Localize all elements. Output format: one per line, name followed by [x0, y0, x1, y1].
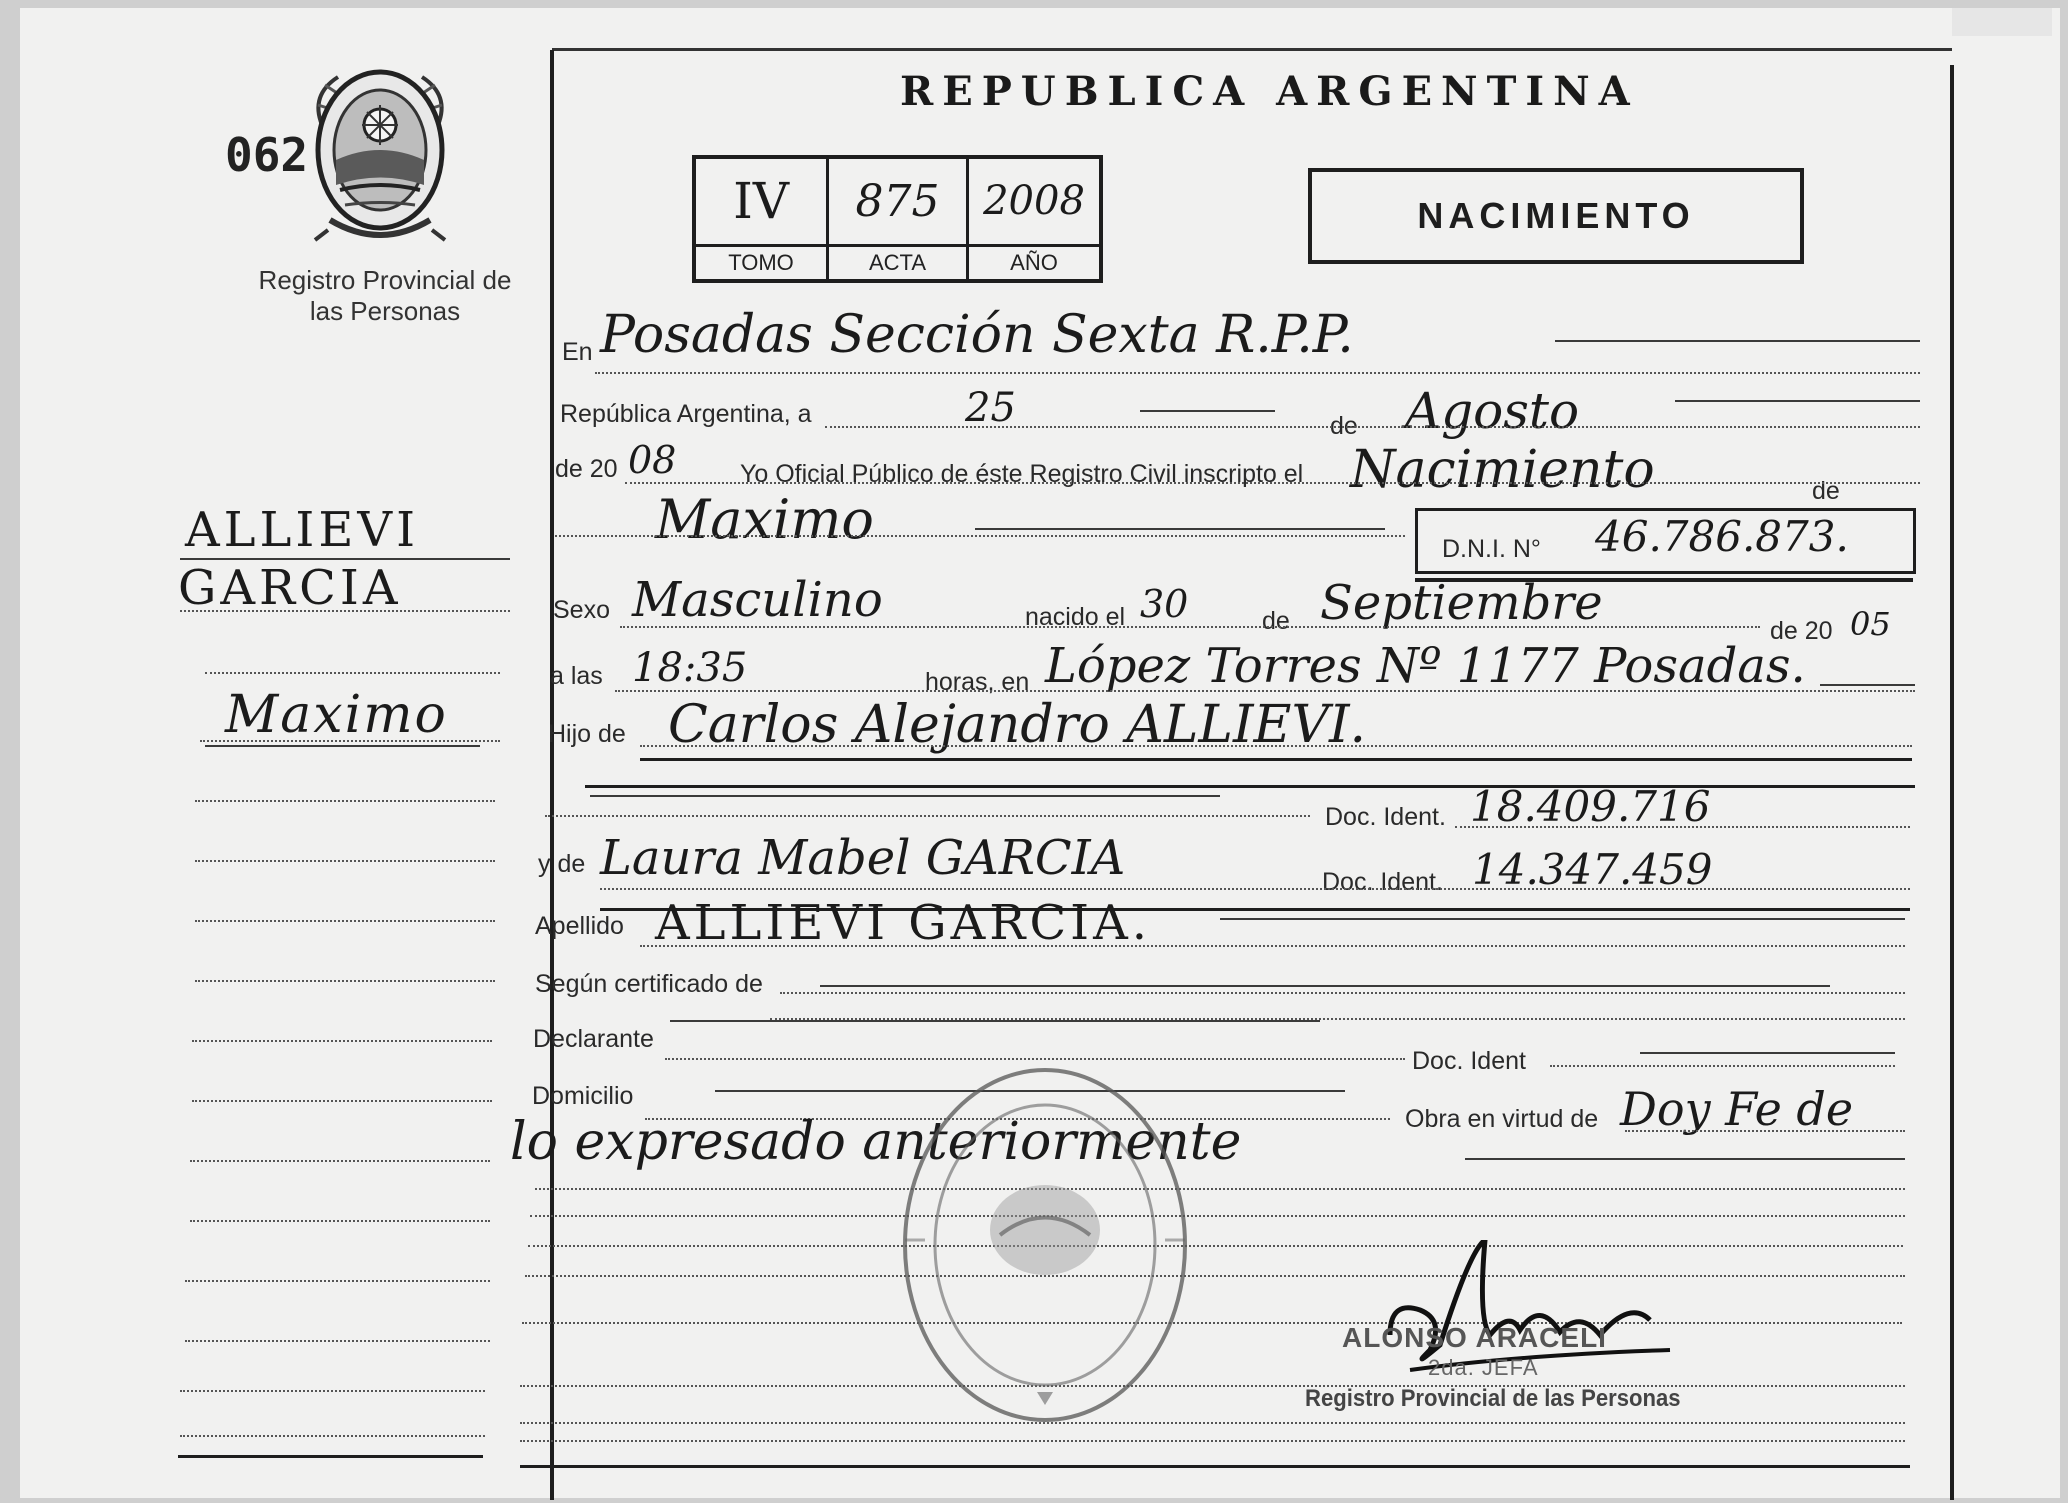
official-stamp	[895, 1060, 1195, 1430]
label-de-20b: de 20	[1770, 617, 1833, 645]
line	[520, 1465, 1910, 1468]
entry-obra-1: Doy Fe de	[1620, 1082, 1854, 1136]
line	[975, 528, 1385, 530]
tomo-value: IV	[694, 157, 828, 245]
label-doc-mother: Doc. Ident.	[1322, 868, 1443, 896]
entry-birth-month: Septiembre	[1320, 575, 1603, 631]
label-sexo: Sexo	[553, 596, 610, 624]
label-republica: República Argentina, a	[560, 400, 812, 428]
line	[670, 1020, 1320, 1022]
margin-dots	[195, 860, 495, 862]
entry-mother-doc: 14.347.459	[1472, 845, 1713, 894]
entry-father-doc: 18.409.716	[1470, 782, 1711, 831]
entry-place: Posadas Sección Sexta R.P.P.	[600, 305, 1354, 365]
line	[555, 535, 1405, 537]
certificate-type: NACIMIENTO	[1417, 195, 1695, 236]
acta-value: 875	[828, 157, 968, 245]
margin-dots	[195, 800, 495, 802]
label-segun: Según certificado de	[535, 970, 763, 998]
label-de-20: de 20	[555, 455, 618, 483]
label-doc-declarante: Doc. Ident	[1412, 1047, 1526, 1075]
line	[585, 785, 1915, 788]
entry-month: Agosto	[1405, 382, 1580, 440]
label-en: En	[562, 338, 593, 366]
signer-organization: Registro Provincial de las Personas	[1305, 1385, 1681, 1412]
line	[535, 1188, 1905, 1190]
ano-value: 2008	[968, 157, 1102, 245]
label-obra: Obra en virtud de	[1405, 1105, 1599, 1133]
line	[640, 945, 1905, 947]
entry-year-suffix: 08	[628, 438, 677, 482]
line	[520, 1440, 1905, 1442]
acta-label: ACTA	[828, 245, 968, 281]
record-id-box	[692, 155, 1103, 283]
line	[640, 758, 1912, 761]
tomo-label: TOMO	[694, 245, 828, 281]
entry-surname: ALLIEVI GARCIA.	[655, 895, 1152, 951]
margin-dots	[180, 1435, 485, 1437]
line	[780, 992, 1905, 994]
line	[522, 1322, 1902, 1324]
entry-given-name: Maximo	[655, 488, 874, 551]
entry-birth-day: 30	[1140, 582, 1189, 626]
margin-dots	[185, 1280, 490, 1282]
line	[1555, 340, 1920, 342]
label-dni: D.N.I. N°	[1442, 535, 1541, 563]
label-declarante: Declarante	[533, 1025, 654, 1053]
entry-hour: 18:35	[632, 645, 748, 691]
line	[528, 1245, 1903, 1247]
line	[595, 372, 1920, 374]
line	[1465, 1158, 1905, 1160]
entry-dni: 46.786.873.	[1595, 512, 1849, 561]
margin-given-name: Maximo	[225, 685, 448, 745]
entry-father: Carlos Alejandro ALLIEVI.	[668, 695, 1367, 755]
registry-name: Registro Provincial de las Personas	[258, 265, 512, 326]
line	[1675, 400, 1920, 402]
label-de-end: de	[1812, 477, 1840, 505]
entry-obra-2: lo expresado anteriormente	[510, 1112, 1242, 1172]
ano-label: AÑO	[968, 245, 1102, 281]
margin-dots	[192, 1040, 492, 1042]
frame-left-rule	[550, 50, 554, 1500]
line	[1455, 826, 1910, 828]
line	[640, 745, 1912, 747]
entry-sex: Masculino	[632, 572, 883, 628]
label-domicilio: Domicilio	[532, 1082, 634, 1110]
margin-dots	[195, 980, 495, 982]
margin-surname-1: ALLIEVI	[185, 502, 420, 558]
line	[1625, 1130, 1905, 1132]
margin-dots	[190, 1160, 490, 1162]
margin-dots	[205, 672, 500, 674]
entry-mother: Laura Mabel GARCIA	[600, 830, 1126, 886]
country-title: REPUBLICA ARGENTINA	[900, 68, 1639, 115]
label-y-de: y de	[538, 850, 586, 878]
label-de: de	[1330, 412, 1358, 440]
margin-dots	[190, 1220, 490, 1222]
line	[1550, 1065, 1895, 1067]
line	[525, 1275, 1905, 1277]
line	[1640, 1052, 1895, 1054]
line	[600, 888, 1910, 890]
margin-dots	[180, 610, 510, 612]
label-nacido: nacido el	[1025, 603, 1126, 631]
frame-top-rule	[552, 48, 1952, 51]
record-number: 062	[225, 128, 309, 182]
label-de-2: de	[1262, 607, 1290, 635]
corner-shadow	[1952, 8, 2052, 36]
line	[1220, 918, 1905, 920]
margin-rule	[205, 745, 480, 747]
line	[545, 815, 1310, 817]
line	[620, 626, 1760, 628]
margin-dots	[200, 740, 500, 742]
line	[825, 426, 1920, 428]
label-hijo: Hijo de	[548, 720, 626, 748]
entry-inscribed: Nacimiento	[1350, 440, 1655, 500]
margin-dots	[180, 1390, 485, 1392]
entry-birth-place: López Torres Nº 1177 Posadas.	[1045, 638, 1806, 694]
label-apellido: Apellido	[535, 912, 624, 940]
margin-dots	[192, 1100, 492, 1102]
provincial-seal-logo	[300, 55, 460, 245]
entry-day: 25	[965, 385, 1016, 431]
line	[590, 795, 1220, 797]
label-a-las: a las	[550, 662, 603, 690]
frame-right-rule	[1950, 65, 1954, 1500]
signer-role: 2da. JEFA	[1428, 1355, 1539, 1380]
margin-dots	[195, 920, 495, 922]
line	[520, 1422, 1905, 1424]
line	[520, 1385, 1905, 1387]
margin-surname-2: GARCIA	[178, 560, 402, 616]
line	[615, 690, 1915, 692]
line	[530, 1215, 1905, 1217]
label-doc-father: Doc. Ident.	[1325, 803, 1446, 831]
line	[820, 985, 1830, 987]
certificate-type-box	[1308, 168, 1804, 264]
margin-bottom-rule	[178, 1455, 483, 1458]
line	[1820, 684, 1915, 686]
line	[625, 482, 1920, 484]
margin-dots	[185, 1340, 490, 1342]
line	[1140, 410, 1275, 412]
entry-birth-year: 05	[1850, 605, 1891, 643]
label-horas: horas, en	[925, 668, 1030, 696]
label-oficial: Yo Oficial Público de éste Registro Civil inscripto el	[740, 460, 1304, 488]
signer-name: ALONSO ARACELI	[1342, 1322, 1607, 1353]
